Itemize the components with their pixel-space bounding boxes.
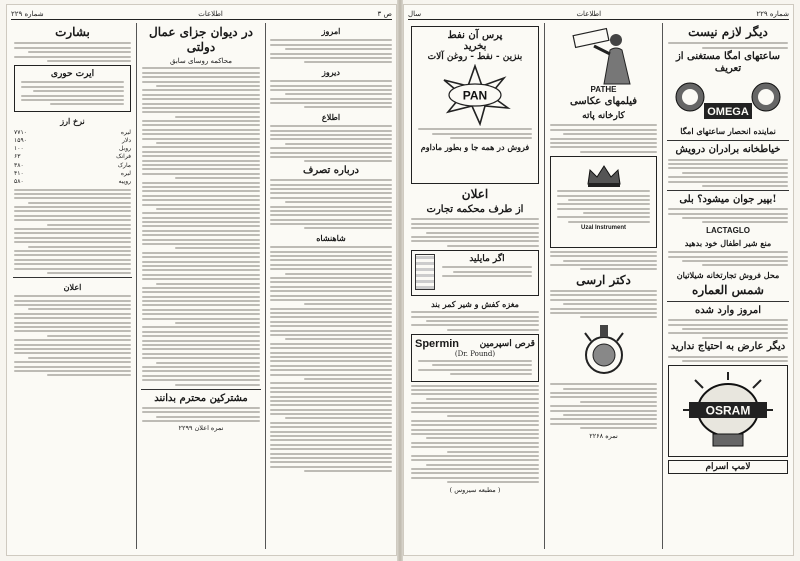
right-page-header [408,8,789,20]
spermin-fa: قرص اسپرمین [479,338,535,349]
subscribers-notice-title: مشترکین محترم بدانند [154,392,248,404]
shams-alemare: شمس العماره [692,282,764,297]
lactaglo-en: LACTAGLO [706,225,750,235]
left-page-col-left [11,23,134,551]
product-box-icon [415,254,435,290]
rate-label: فرانک [116,153,131,161]
tailor-title: خیاطخانه برادران درویش [675,144,781,156]
rate-row [14,178,131,186]
column-rule [136,23,137,549]
spermin-sub: (Dr. Pound) [454,349,496,358]
pan-oil-ad [411,26,539,184]
rate-row [14,145,131,153]
rate-value: ۷۷۱۰ [14,128,27,136]
besharat-title: بشارت [55,25,90,39]
notice-number: نمره اعلان ۲۲۹۹ [178,424,224,433]
left-header-center: اطلاعات [198,9,223,18]
spermin-ad [411,334,539,382]
rate-value: ۴۱۰ [14,169,24,177]
spermin-en: Spermin [415,337,460,350]
lead-note-3: اطلاع [321,111,341,122]
omega-watch-icon [668,77,788,123]
omega-agent: نماینده انحصار ساعتهای امگا [680,126,776,137]
pan-ad-line4: فروش در همه جا و بطور ماداوم [420,141,530,152]
osram-bulb-icon [673,370,783,454]
rate-value: ۵۸۰ [14,177,24,185]
rate-label: روبل [118,145,131,153]
bottom-notice-label: اعلان [63,281,82,292]
right-header-center: اطلاعات [576,9,602,18]
right-page-col-mid [547,23,660,551]
medal-icon [579,321,629,381]
osram-sub: لامپ اسرام [668,460,788,474]
rate-label: دلار [122,136,131,144]
left-header-left: شماره ۲۲۹ [11,9,44,18]
crown-figure [554,162,653,188]
left-page-col-mid [139,23,263,551]
lead-note-1: امروز [321,26,341,36]
film-ad-subtitle: کارخانه پاته [582,111,625,121]
crown-icon [584,162,624,188]
rate-row [14,137,131,145]
rate-value: ۱۵۹۰ [14,136,27,144]
film-ad-title: فیلمهای عکاسی [569,96,638,107]
rate-value: ۳۸۰ [14,161,24,169]
right-header-left: سال [408,9,422,18]
pan-ad-line1: پرس آن نفط [447,30,503,41]
left-page-header [11,8,392,20]
pan-ad-line3: بنزین - نفط - روغن آلات [427,52,523,62]
court-notice-subtitle: از طرف محکمه تجارت [426,204,524,215]
pan-logo-text: PAN [462,88,488,103]
column-rule [662,23,663,549]
court-notice-title: اعلان [461,187,489,201]
omega-clock-title: ساعتهای امگا مستغنی از تعریف [675,51,781,75]
shahanshah-label: شاهنشاه [316,232,346,243]
osram-logo-text: OSRAM [705,403,751,418]
osram-figure [671,370,785,454]
osram-ad [668,365,788,457]
agar-mayelid-ad [411,250,539,296]
no-need-title: دیگر عارض به احتیاج ندارید [670,341,786,353]
right-header-right: شماره ۲۲۹ [756,9,789,18]
omega-logo-text: OMEGA [707,106,749,119]
left-header-right: ص ۳ [377,9,392,18]
crown-label: Uzal Instrument [580,225,626,232]
question-headline: بپیر جوان میشود؟ بلی! [679,193,777,205]
medal-figure [547,321,660,381]
rate-row [14,129,131,137]
crown-notice-box [550,156,657,248]
mid-issue-number: نمره ۲۲۶۸ [589,431,618,440]
rate-value: ۱۰۰ [14,145,24,153]
rate-label: روپیه [118,177,131,185]
right-page-col-left [408,23,542,551]
rate-label: لیره [120,169,131,177]
article-subtitle: محاکمه روسای سابق [169,57,232,65]
left-page-col-right [267,23,395,551]
eyrat-houri-box [14,65,131,112]
section-title-tasarof: درباره تصرف [302,164,359,176]
column-rule [265,23,266,549]
belt-shoe-ad: مغزه کفش و شیر کمر بند [431,298,519,309]
printer-note: ( مطبعه سیروس ) [449,485,501,494]
arrival-title: امروز وارد شده [694,304,762,316]
right-page [403,4,794,556]
pathe-logo: PATHE [590,85,617,94]
eyrat-houri-title: ایرت حوری [50,68,95,79]
rate-label: مارک [117,161,131,169]
article-title-divan: در دیوان جزای عمال دولتی [149,25,253,54]
lead-note-2: دیروز [322,66,340,77]
rate-label: لیره [120,128,131,136]
left-page [6,4,397,556]
rate-row [14,170,131,178]
doctor-ad-title: دکتر ارسی [576,272,631,287]
pathe-figure [547,25,660,87]
agar-mayelid-title: اگر مایلید [469,253,505,264]
store-title: محل فروش تجارتخانه شیلاتیان [676,269,780,280]
rates-title: نرخ ارز [60,115,85,126]
rate-row [14,153,131,161]
pan-star-icon [420,64,530,126]
pathe-woman-icon [564,26,644,86]
pan-logo-figure [415,64,535,126]
pan-ad-line2: بخرید [463,41,487,52]
lactaglo-fa: منع شیر اطفال خود بدهید [684,237,772,248]
rate-value: ۶۳ [14,153,21,161]
no-longer-needed-title: دیگر لازم نیست [688,25,768,39]
right-page-col-right [665,23,791,551]
rate-row [14,162,131,170]
omega-figure [665,77,791,123]
column-rule [544,23,545,549]
rates-table [11,129,134,186]
